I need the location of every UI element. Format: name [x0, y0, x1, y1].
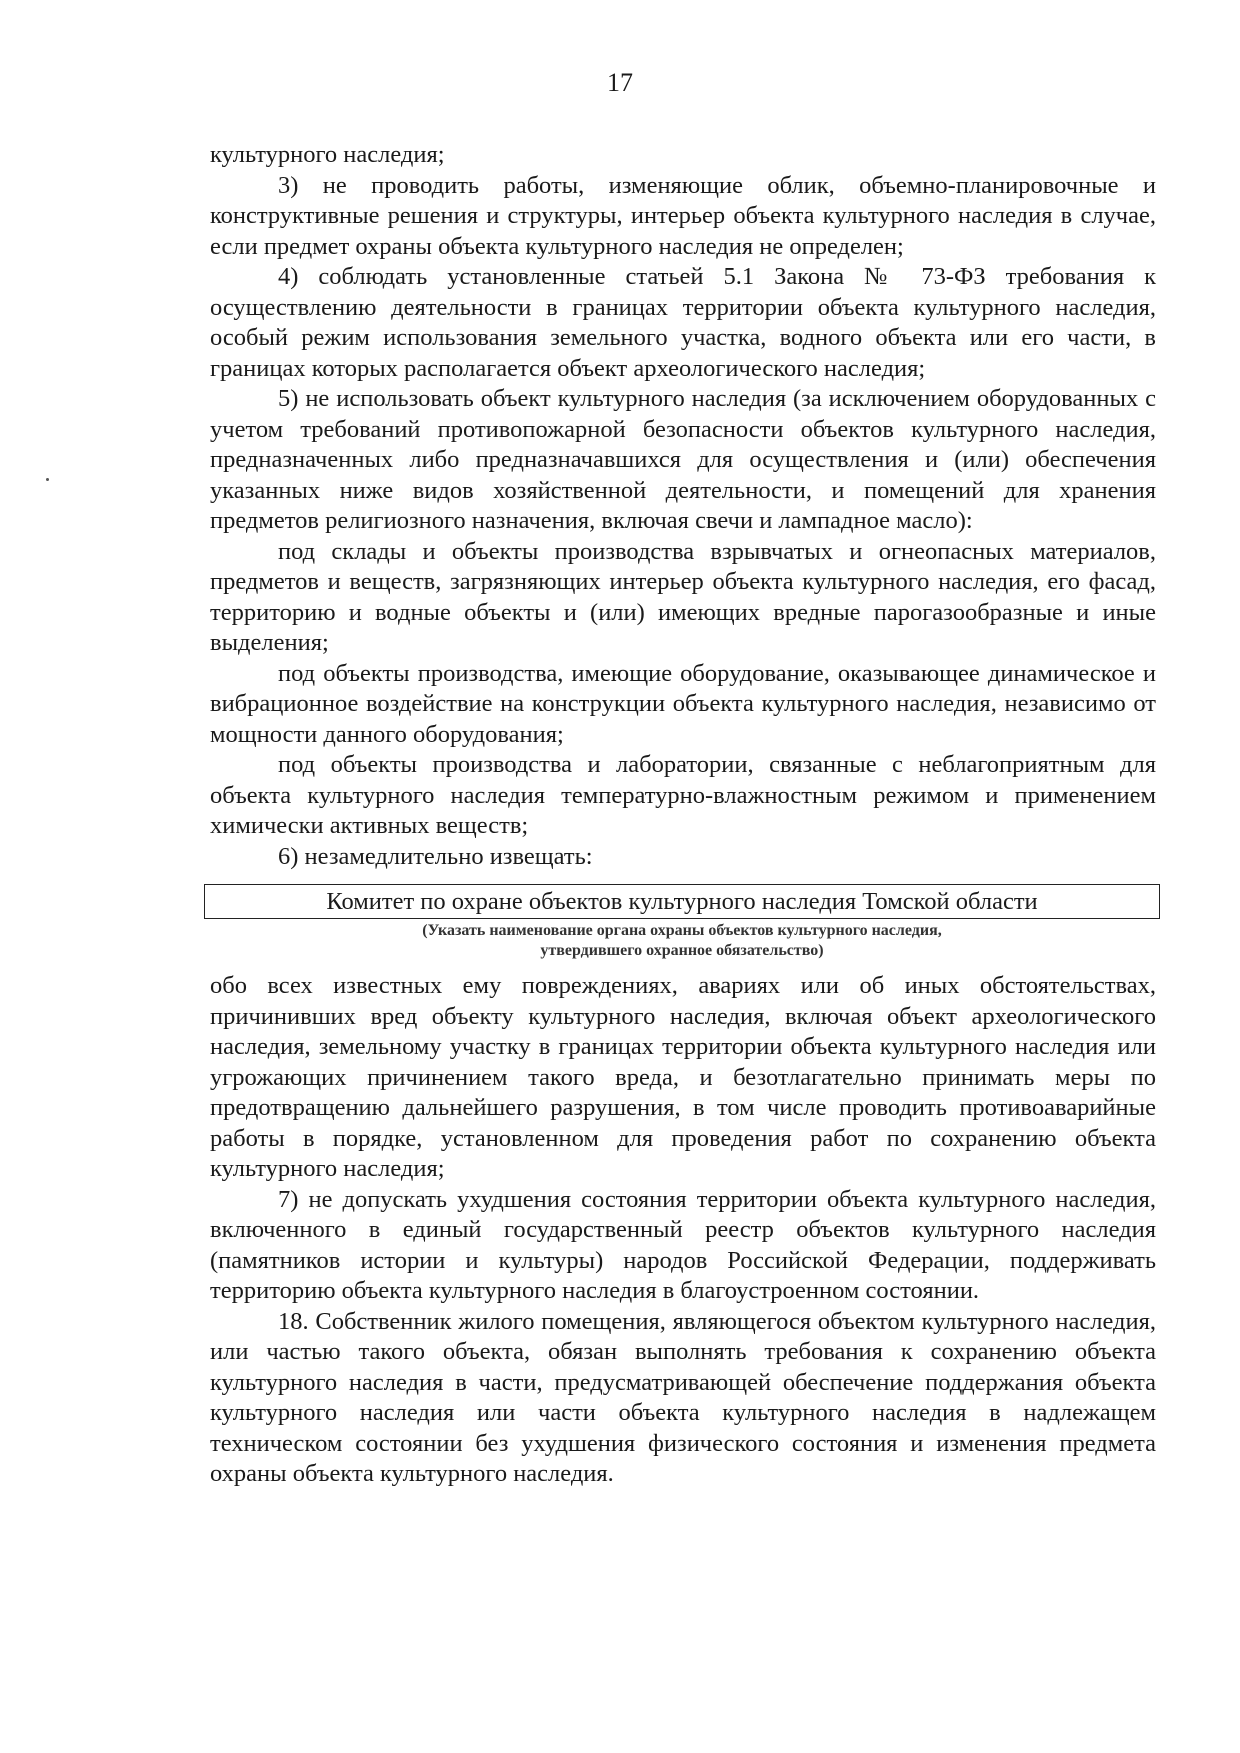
paragraph-item-5-laboratories: под объекты производства и лаборатории, связанные с неблагоприятным для объекта культурного наследия температурно-влажностным режимом и применением химически активных веществ; — [210, 751, 1156, 839]
paragraph-item-5-warehouses: под склады и объекты производства взрывчатых и огнеопасных материалов, предметов и веществ, загрязняющих интерьер объекта культурного наследия, его фасад, территорию и водные объекты и (или) имеющих вредные парогазообразные и иные выделения; — [210, 537, 1156, 656]
document-body — [210, 140, 1156, 1490]
paragraph-item-5-production: под объекты производства, имеющие оборудование, оказывающее динамическое и вибрационное воздействие на конструкции объекта культурного наследия, независимо от мощности данного оборудования; — [210, 659, 1156, 748]
paragraph-item-3: 3) не проводить работы, изменяющие облик, объемно-планировочные и конструктивные решения и структуры, интерьер объекта культурного наследия в случае, если предмет охраны объекта культурного наследия не определен; — [210, 171, 1156, 260]
authority-name-box: Комитет по охране объектов культурного наследия Томской области — [204, 884, 1160, 919]
paragraph-item-18: 18. Собственник жилого помещения, являющегося объектом культурного наследия, или частью такого объекта, обязан выполнять требования к сохранению объекта культурного наследия в части, предусматривающей обеспечение поддержания объекта культурного наследия или части объекта культурного наследия в надлежащем техническом состоянии без ухудшения физического состояния и изменения предмета охраны объекта культурного наследия. — [210, 1307, 1156, 1487]
authority-note-line-2: утвердившего охранное обязательство) — [540, 942, 824, 959]
paragraph-item-5: 5) не использовать объект культурного наследия (за исключением оборудованных с учетом требований противопожарной безопасности объектов культурного наследия, предназначенных либо предназначавшихся для осуществления и (или) обеспечения указанных ниже видов хозяйственной деятельности, и помещений для хранения предметов религиозного назначения, включая свечи и лампадное масло): — [210, 385, 1156, 534]
paragraph-continuation: культурного наследия; — [210, 141, 445, 168]
paragraph-item-7: 7) не допускать ухудшения состояния территории объекта культурного наследия, включенного в единый государственный реестр объектов культурного наследия (памятников истории и культуры) народов Российской Федерации, поддерживать территорию объекта культурного наследия в благоустроенном состоянии. — [210, 1185, 1156, 1304]
paragraph-item-6: 6) незамедлительно извещать: — [278, 842, 593, 870]
paragraph-item-6-continuation: обо всех известных ему повреждениях, авариях или об иных обстоятельствах, причинивших вред объекту культурного наследия, включая объект археологического наследия, земельному участку в границах территории объекта культурного наследия или угрожающих причинением такого вреда, и безотлагательно принимать меры по предотвращению дальнейшего разрушения, в том числе проводить противоаварийные работы в порядке, установленном для проведения работ по сохранению объекта культурного наследия; — [210, 972, 1156, 1182]
scan-speck — [46, 478, 49, 481]
authority-block — [204, 884, 1160, 961]
authority-note — [204, 921, 1160, 961]
page-number: 17 — [607, 68, 633, 97]
authority-note-line-1: (Указать наименование органа охраны объектов культурного наследия, — [422, 922, 942, 939]
paragraph-item-4: 4) соблюдать установленные статьей 5.1 Закона № 73-ФЗ требования к осуществлению деятельности в границах территории объекта культурного наследия, особый режим использования земельного участка, водного объекта или его части, в границах которых располагается объект археологического наследия; — [210, 263, 1156, 382]
